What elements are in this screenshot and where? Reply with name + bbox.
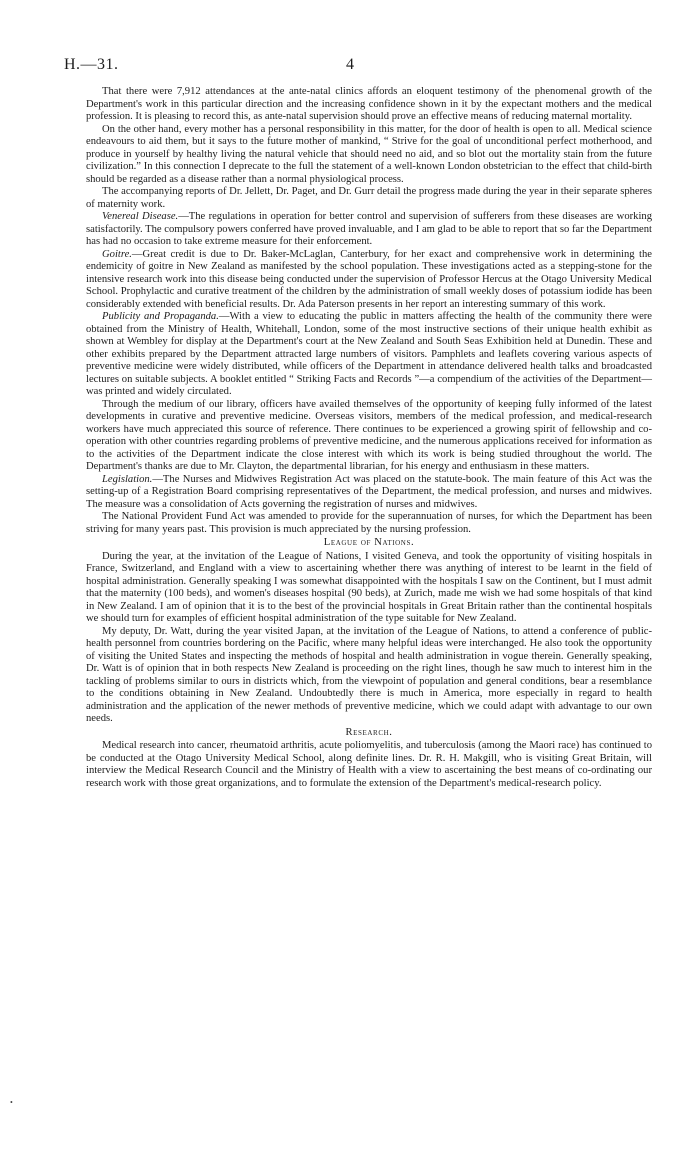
paragraph-mothers-responsibility: On the other hand, every mother has a personal responsibility in this matter, for the door of health is open to all. Medical science endeavours to aid them, but it says to the future mother of mankind, “ Strive for the goal of unconditional perfect motherhood, and produce in yourself by healthy living the natural vehicle that should need no aid, and so blot out the mortality stain from the future civilization.” In this connection I deprecate to the full the statement of a well-known London obstetrician to the effect that child-birth should be regarded as a disease rather than a normal physiological process. bbox=[86, 123, 652, 185]
paragraph-maternity-reports: The accompanying reports of Dr. Jellett, Dr. Paget, and Dr. Gurr detail the progress made during the year in their separate spheres of maternity work. bbox=[86, 186, 652, 210]
run-in-heading: Goitre. bbox=[102, 248, 132, 260]
document-body bbox=[86, 86, 652, 790]
section-heading-research: Research. bbox=[345, 726, 393, 738]
paragraph-geneva-visit: During the year, at the invitation of the League of Nations, I visited Geneva, and took the opportunity of visiting hospitals in France, Switzerland, and England with a view to ascertaining whether there was anything of interest to be learnt in the field of hospital administration. Generally speaking I was somewhat disappointed with the hospitals I saw on the Continent, but I must admit that the maternity (100 beds), and women's diseases hospital (90 beds), at Zurich, made me wish we had some hospitals of that kind in New Zealand. I am of opinion that it is to the best of the provincial hospitals in Great Britain rather than the continental hospitals we should turn for examples of efficient hospital administration of the type suitable for New Zealand. bbox=[86, 550, 652, 624]
run-in-heading: Legislation. bbox=[102, 473, 153, 485]
paragraph-japan-visit: My deputy, Dr. Watt, during the year visited Japan, at the invitation of the League of Nations, to attend a conference of public-health personnel from countries bordering on the Pacific, where many helpful ideas were interchanged. He also took the opportunity of visiting the United States and inspecting the methods of hospital and health administration in vogue therein. Generally speaking, Dr. Watt is of opinion that in both respects New Zealand is proceeding on the right lines, though he saw much to interest him in the tackling of problems similar to ours in districts which, from the viewpoint of population and general conditions, bear a resemblance to the conditions obtaining in New Zealand. Undoubtedly there is much in America, more especially in regard to health administration and the application of the newer methods of preventive medicine, which we could adapt with advantage to our own needs. bbox=[86, 625, 652, 724]
paragraph-venereal-disease: Venereal Disease.—The regulations in operation for better control and supervision of sufferers from these diseases are working satisfactorily. The compulsory powers conferred have proved invaluable, and I am glad to be able to report that so far the Department has had no occasion to take extreme measure for their enforcement. bbox=[86, 211, 652, 247]
page-header bbox=[64, 56, 636, 76]
paragraph-antenatal: That there were 7,912 attendances at the ante-natal clinics affords an eloquent testimony of the phenomenal growth of the Department's work in this particular direction and the increasing confidence shown in it by the expectant mothers and the medical profession. It is pleasing to record this, as ante-natal supervision should prove an effective means of reducing maternal mortality. bbox=[86, 86, 652, 122]
run-in-heading: Publicity and Propaganda. bbox=[102, 311, 219, 322]
paragraph-goitre: Goitre.—Great credit is due to Dr. Baker-McLaglan, Canterbury, for her exact and comprehensive work in determining the endemicity of goitre in New Zealand as manifested by the school population. These investigations acted as a stepping-stone for the intensive research work into this disease being conducted under the supervision of Professor Hercus at the Otago University Medical School. Prophylactic and curative treatment of the children by the administration of small weekly doses of potassium iodide has been considerably extended with beneficial results. Dr. Ada Paterson presents in her report an interesting summary of this work. bbox=[86, 248, 652, 310]
paragraph-legislation: Legislation.—The Nurses and Midwives Registration Act was placed on the statute-book. The main feature of this Act was the setting-up of a Registration Board comprising representatives of the Department, the medical profession, and nurses and midwives. The measure was a consolidation of Acts governing the registration of nurses and midwives. bbox=[86, 473, 652, 510]
margin-dot: • bbox=[10, 1098, 13, 1107]
paragraph-publicity: Publicity and Propaganda.—With a view to educating the public in matters affecting the health of the community there were obtained from the Ministry of Health, Whitehall, London, some of the most instructive sections of their unique health exhibit as shown at Wembley for display at the Department's court at the New Zealand and South Seas Exhibition held at Dunedin. These and other exhibits prepared by the Department attracted large numbers of visitors. Pamphlets and leaflets covering various aspects of preventive medicine were widely distributed, while officers of the Department in attendance delivered health talks and broadcasted lectures on suitable subjects. A booklet entitled “ Striking Facts and Records ”—a compendium of the activities of the Department—was printed and widely circulated. bbox=[86, 311, 653, 397]
page-number: 4 bbox=[346, 56, 354, 73]
document-reference: H.—31. bbox=[64, 56, 119, 73]
paragraph-medical-research: Medical research into cancer, rheumatoid arthritis, acute poliomyelitis, and tuberculosis (among the Maori race) has continued to be conducted at the Otago University Medical School, along definite lines. Dr. R. H. Makgill, who is visiting Great Britain, will interview the Medical Research Council and the Ministry of Health with a view to ascertaining the best means of co-ordinating our research work with those great organizations, and to formulate the extension of the Department's medical-research policy. bbox=[86, 740, 652, 789]
section-heading-league: League of Nations. bbox=[323, 537, 415, 548]
run-in-heading: Venereal Disease. bbox=[102, 211, 179, 222]
paragraph-library: Through the medium of our library, officers have availed themselves of the opportunity of keeping fully informed of the latest developments in curative and preventive medicine. Overseas visitors, members of the medical profession, and medical-research workers have much appreciated this source of reference. There continues to be experienced a growing spirit of fellowship and co-operation with other countries regarding problems of preventive medicine, and the numerous applications received for information as to the activities of the Department indicate the close interest with which its work is being studied throughout the world. The Department's thanks are due to Mr. Clayton, the departmental librarian, for his energy and enthusiasm in these matters. bbox=[86, 398, 652, 472]
paragraph-provident-fund: The National Provident Fund Act was amended to provide for the superannuation of nurses, for which the Department has been striving for many years past. This provision is much appreciated by the nursing profession. bbox=[86, 511, 652, 535]
